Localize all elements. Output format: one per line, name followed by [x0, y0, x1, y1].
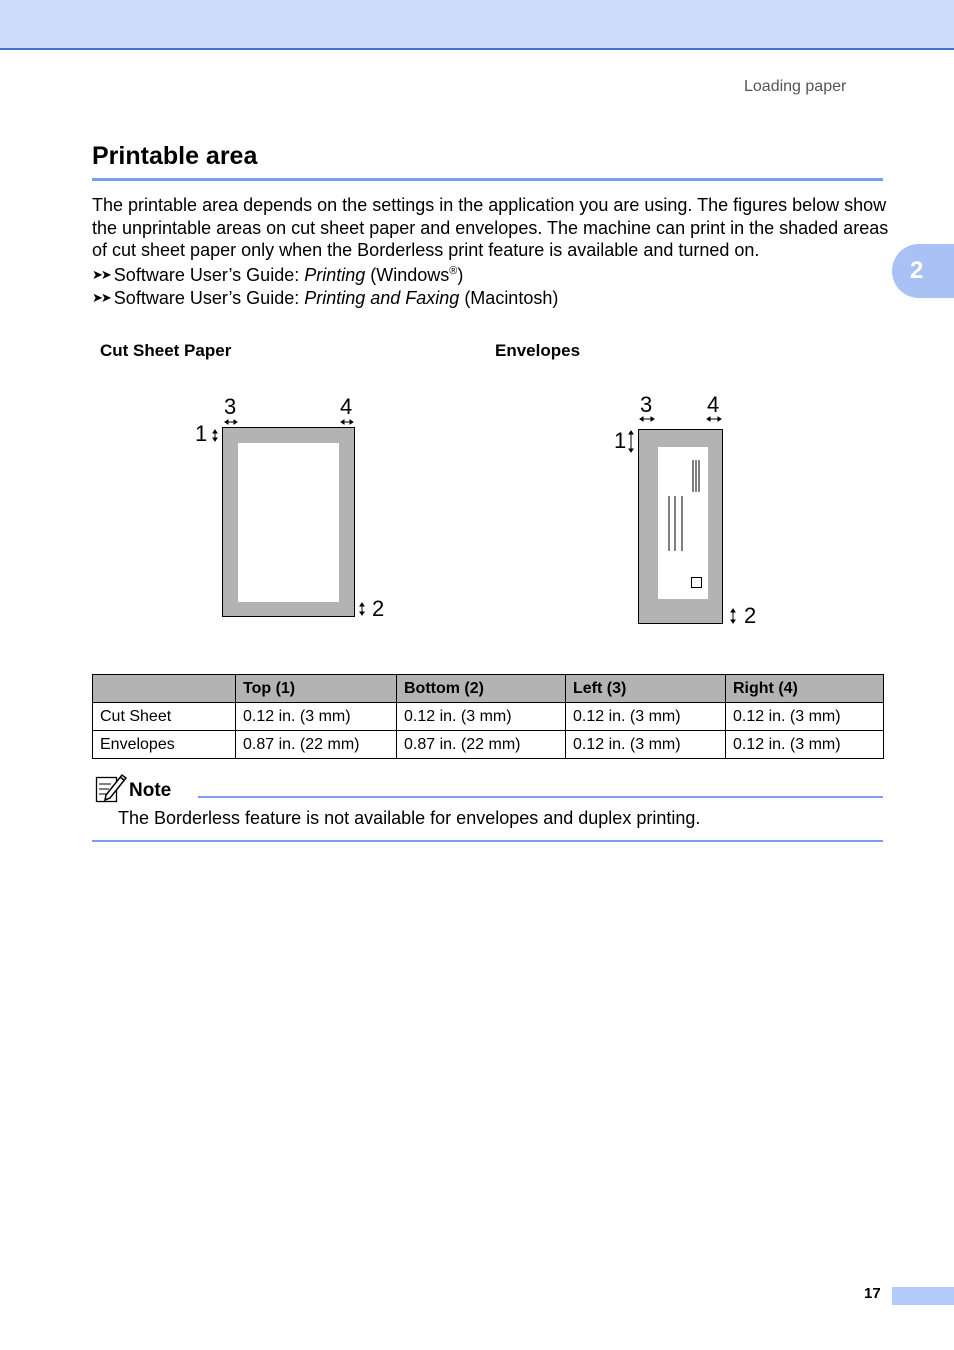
envelope-diagram: [620, 410, 750, 630]
callout-1: 1: [195, 421, 208, 446]
table-cell: 0.12 in. (3 mm): [726, 703, 884, 731]
callout-4: 4: [707, 392, 720, 417]
callout-2: 2: [372, 596, 385, 621]
cut-sheet-diagram: [205, 410, 370, 625]
note-rule: [198, 796, 883, 798]
callout-3: 3: [640, 392, 653, 417]
table-cell: 0.12 in. (3 mm): [236, 703, 397, 731]
title-rule: [92, 178, 883, 181]
reference-windows[interactable]: ➤➤ Software User’s Guide: Printing (Windows®): [92, 265, 464, 285]
chapter-tab: 2: [892, 244, 954, 298]
double-arrow-icon: ➤➤: [92, 267, 110, 282]
callout-1: 1: [614, 428, 627, 453]
column-header: Bottom (2): [397, 675, 566, 703]
table-row: [93, 731, 884, 759]
note-text: The Borderless feature is not available for envelopes and duplex printing.: [118, 808, 701, 828]
page-number: 17: [864, 1285, 881, 1302]
section-title: Printable area: [92, 142, 258, 170]
note-rule: [92, 840, 883, 842]
table-cell: 0.12 in. (3 mm): [726, 731, 884, 759]
table-cell: Envelopes: [93, 731, 236, 759]
table-cell: 0.12 in. (3 mm): [397, 703, 566, 731]
table-cell: 0.12 in. (3 mm): [566, 703, 726, 731]
table-cell: 0.12 in. (3 mm): [566, 731, 726, 759]
double-arrow-icon: ➤➤: [92, 290, 110, 305]
cut-sheet-label: Cut Sheet Paper: [100, 341, 232, 360]
body-paragraph: The printable area depends on the settings in the application you are using. The figures below show the unprintable areas on cut sheet paper and envelopes. The machine can print in the shaded areas of cut sheet paper only when the Borderless print feature is available and turned on.: [92, 195, 889, 260]
callout-4: 4: [340, 394, 353, 419]
note-title: Note: [129, 780, 172, 801]
page-tab: [892, 1287, 954, 1305]
table-cell: Cut Sheet: [93, 703, 236, 731]
header-band: [0, 0, 954, 50]
envelopes-label: Envelopes: [495, 341, 581, 360]
callout-2: 2: [744, 603, 757, 628]
column-header: Top (1): [236, 675, 397, 703]
table-cell: 0.87 in. (22 mm): [397, 731, 566, 759]
running-header: Loading paper: [744, 78, 847, 95]
column-header: Left (3): [566, 675, 726, 703]
column-header: Right (4): [726, 675, 884, 703]
table-row: [93, 703, 884, 731]
column-header: [93, 675, 236, 703]
printable-area-table: [92, 674, 884, 759]
note-pencil-icon: [94, 772, 128, 804]
callout-3: 3: [224, 394, 237, 419]
table-cell: 0.87 in. (22 mm): [236, 731, 397, 759]
registered-mark: ®: [449, 265, 458, 277]
reference-macintosh[interactable]: ➤➤ Software User’s Guide: Printing and Faxing (Macintosh): [92, 288, 559, 308]
table-header-row: [93, 675, 884, 703]
